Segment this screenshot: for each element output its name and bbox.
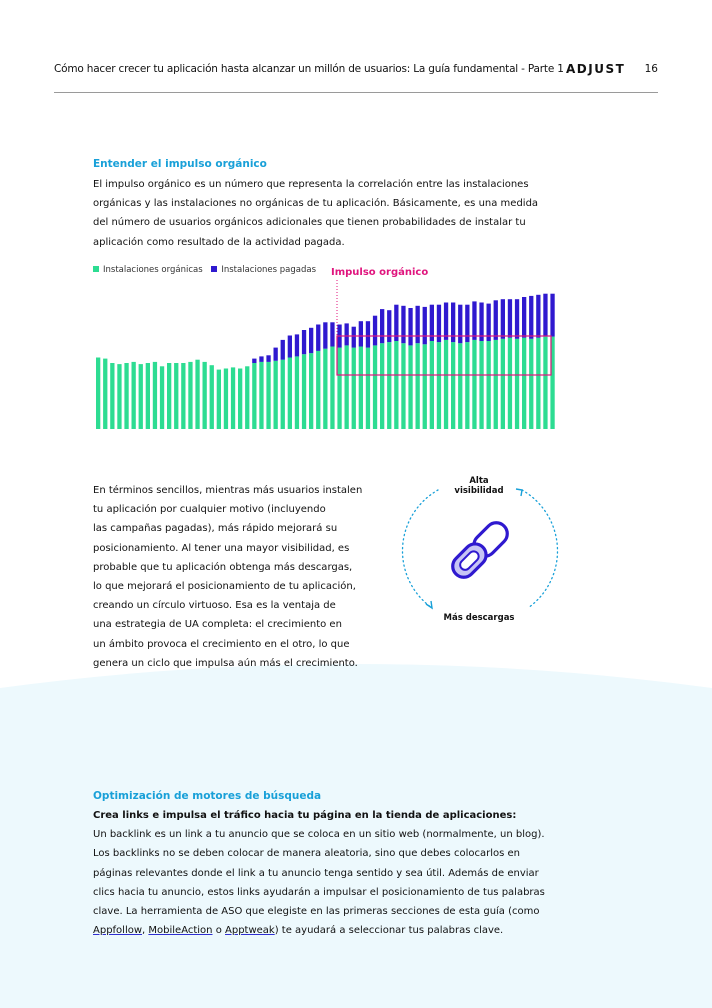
paragraph-line: Los backlinks no se deben colocar de manera aleatoria, sino que debes colocarlos en bbox=[93, 848, 520, 860]
bar-organic bbox=[515, 339, 519, 429]
bar-organic bbox=[444, 340, 448, 429]
adjust-logo: ADJUST bbox=[566, 62, 626, 76]
bar-organic bbox=[167, 363, 171, 429]
bar-paid bbox=[323, 322, 327, 348]
paragraph-line: aplicación como resultado de la actividad pagada. bbox=[93, 236, 345, 248]
bar-organic bbox=[423, 344, 427, 429]
bar-organic bbox=[337, 348, 341, 429]
bar-organic bbox=[529, 339, 533, 429]
link-separator: o bbox=[212, 925, 225, 937]
bar-paid bbox=[416, 306, 420, 343]
bar-organic bbox=[103, 359, 107, 429]
legend-item-paid bbox=[211, 265, 316, 275]
bar-organic bbox=[543, 337, 547, 429]
chain-link-icon bbox=[448, 518, 512, 582]
bar-organic bbox=[465, 342, 469, 429]
bar-organic bbox=[181, 363, 185, 429]
legend-swatch-paid bbox=[211, 266, 217, 272]
bar-organic bbox=[416, 343, 420, 429]
paragraph-line: tu aplicación por cualquier motivo (incluyendo bbox=[93, 504, 326, 516]
paragraph-line: lo que mejorará el posicionamiento de tu aplicación, bbox=[93, 581, 356, 593]
bar-paid bbox=[259, 356, 263, 362]
bar-organic bbox=[501, 339, 505, 429]
bar-paid bbox=[408, 308, 412, 345]
bar-organic bbox=[160, 366, 164, 429]
paragraph-last-line bbox=[93, 921, 545, 940]
bar-organic bbox=[203, 362, 207, 429]
paragraph-line: del número de usuarios orgánicos adicionales que tienen probabilidades de instalar tu bbox=[93, 217, 526, 229]
last-line-rest: ) te ayudará a seleccionar tus palabras clave. bbox=[274, 925, 504, 937]
bar-organic bbox=[494, 340, 498, 429]
bar-organic bbox=[217, 370, 221, 429]
chart-legend bbox=[93, 265, 322, 279]
bar-organic bbox=[323, 349, 327, 429]
bar-organic bbox=[124, 363, 128, 429]
bar-organic bbox=[96, 358, 100, 430]
header-divider bbox=[54, 92, 658, 93]
bar-organic bbox=[345, 345, 349, 429]
bar-paid bbox=[458, 305, 462, 344]
paragraph-line: un ámbito provoca el crecimiento en el otro, lo que bbox=[93, 638, 350, 650]
bar-organic bbox=[359, 347, 363, 430]
bar-organic bbox=[373, 345, 377, 429]
bar-organic bbox=[224, 369, 228, 430]
bar-organic bbox=[451, 342, 455, 429]
link-separator: , bbox=[142, 925, 149, 937]
bar-paid bbox=[487, 304, 491, 341]
bar-paid bbox=[536, 295, 540, 338]
cycle-label-line: Alta bbox=[469, 476, 489, 486]
bar-paid bbox=[330, 322, 334, 346]
bar-paid bbox=[501, 299, 505, 339]
paragraph-line: orgánicas y las instalaciones no orgánicas de tu aplicación. Básicamente, es una medida bbox=[93, 198, 539, 210]
bar-organic bbox=[352, 348, 356, 429]
bar-paid bbox=[387, 310, 391, 342]
bar-paid bbox=[550, 294, 554, 337]
bar-organic bbox=[536, 338, 540, 429]
bar-paid bbox=[529, 296, 533, 339]
bar-paid bbox=[373, 316, 377, 346]
bar-organic bbox=[295, 356, 299, 429]
mobileaction-link[interactable]: MobileAction bbox=[148, 925, 213, 937]
bar-paid bbox=[401, 306, 405, 343]
page-number: 16 bbox=[644, 63, 658, 75]
bar-paid bbox=[380, 309, 384, 343]
section-heading-seo: Optimización de motores de búsqueda bbox=[93, 790, 322, 802]
paragraph-line: Un backlink es un link a tu anuncio que se coloca en un sitio web (normalmente, un blog). bbox=[93, 829, 545, 841]
paragraph-line: clave. La herramienta de ASO que elegiste en las primeras secciones de esta guía (como bbox=[93, 906, 540, 918]
bar-organic bbox=[430, 341, 434, 429]
bar-paid bbox=[472, 301, 476, 340]
bar-organic bbox=[522, 338, 526, 429]
bar-organic bbox=[281, 360, 285, 429]
section-heading-organic-uplift: Entender el impulso orgánico bbox=[93, 158, 267, 170]
bar-organic bbox=[309, 353, 313, 429]
bar-organic bbox=[458, 343, 462, 429]
organic-uplift-chart bbox=[90, 262, 560, 434]
bar-paid bbox=[302, 330, 306, 354]
bar-organic bbox=[146, 363, 150, 429]
paragraph-line: posicionamiento. Al tener una mayor visibilidad, es bbox=[93, 542, 350, 554]
bar-organic bbox=[195, 360, 199, 429]
bar-paid bbox=[444, 303, 448, 340]
bar-organic bbox=[153, 362, 157, 429]
bar-organic bbox=[472, 340, 476, 429]
legend-label-paid: Instalaciones pagadas bbox=[221, 265, 317, 275]
bar-organic bbox=[188, 362, 192, 429]
bar-paid bbox=[366, 321, 370, 347]
bar-paid bbox=[479, 303, 483, 342]
bar-organic bbox=[245, 366, 249, 429]
bar-paid bbox=[288, 336, 292, 358]
bar-paid bbox=[515, 299, 519, 339]
bar-organic bbox=[437, 342, 441, 429]
cycle-label-high-visibility bbox=[440, 476, 518, 496]
bar-organic bbox=[266, 362, 270, 429]
bar-organic bbox=[508, 338, 512, 429]
virtuous-cycle-paragraph bbox=[93, 481, 362, 673]
bar-organic bbox=[117, 364, 121, 429]
paragraph-line: clics hacia tu anuncio, estos links ayudarán a impulsar el posicionamiento de tus palabras bbox=[93, 886, 545, 898]
bar-organic bbox=[302, 354, 306, 429]
bar-paid bbox=[345, 323, 349, 345]
bar-organic bbox=[288, 358, 292, 430]
bar-organic bbox=[252, 363, 256, 429]
bar-organic bbox=[366, 348, 370, 429]
bar-organic bbox=[479, 341, 483, 429]
bar-organic bbox=[132, 362, 136, 429]
page-header bbox=[54, 62, 658, 78]
bar-organic bbox=[274, 361, 278, 429]
bar-paid bbox=[266, 355, 270, 362]
bar-organic bbox=[380, 343, 384, 429]
bar-organic bbox=[330, 347, 334, 430]
bar-organic bbox=[394, 341, 398, 429]
bar-paid bbox=[543, 294, 547, 337]
bar-organic bbox=[139, 364, 143, 429]
bar-paid bbox=[508, 299, 512, 338]
bar-paid bbox=[359, 321, 363, 346]
bar-organic bbox=[487, 341, 491, 429]
bar-organic bbox=[174, 363, 178, 429]
paragraph-line: probable que tu aplicación obtenga más descargas, bbox=[93, 561, 353, 573]
bar-organic bbox=[259, 362, 263, 429]
bar-paid bbox=[295, 334, 299, 356]
paragraph-line: En términos sencillos, mientras más usuarios instalen bbox=[93, 485, 363, 496]
bar-organic bbox=[387, 342, 391, 429]
appfollow-link[interactable]: Appfollow bbox=[93, 925, 143, 937]
paragraph-line: páginas relevantes donde el link a tu anuncio tenga sentido y sea útil. Además de enviar bbox=[93, 867, 539, 879]
bar-organic bbox=[231, 367, 235, 429]
seo-bold-intro: Crea links e impulsa el tráfico hacia tu página en la tienda de aplicaciones: bbox=[93, 810, 517, 821]
legend-swatch-organic bbox=[93, 266, 99, 272]
seo-paragraph bbox=[93, 806, 545, 940]
bar-paid bbox=[274, 348, 278, 361]
legend-item-organic bbox=[93, 265, 203, 275]
bar-paid bbox=[316, 325, 320, 351]
paragraph-line: El impulso orgánico es un número que representa la correlación entre las instalaciones bbox=[93, 179, 529, 190]
organic-uplift-paragraph bbox=[93, 175, 538, 252]
paragraph-line: las campañas pagadas), más rápido mejorará su bbox=[93, 523, 338, 535]
bar-organic bbox=[408, 345, 412, 429]
header-title: Cómo hacer crecer tu aplicación hasta alcanzar un millón de usuarios: La guía fundamental - Parte 1 bbox=[54, 63, 564, 75]
paragraph-line: genera un ciclo que impulsa aún más el crecimiento. bbox=[93, 657, 358, 669]
bar-organic bbox=[238, 369, 242, 430]
cycle-label-line: visibilidad bbox=[454, 486, 504, 496]
cycle-label-more-downloads: Más descargas bbox=[443, 613, 515, 623]
bar-organic bbox=[210, 365, 214, 429]
bar-paid bbox=[281, 340, 285, 360]
bar-paid bbox=[494, 300, 498, 340]
bar-paid bbox=[309, 328, 313, 353]
legend-label-organic: Instalaciones orgánicas bbox=[103, 265, 203, 275]
bar-paid bbox=[352, 327, 356, 348]
paragraph-line: una estrategia de UA completa: el crecimiento en bbox=[93, 619, 342, 631]
bar-organic bbox=[110, 363, 114, 429]
bar-paid bbox=[522, 297, 526, 338]
bar-organic bbox=[316, 351, 320, 429]
chart-annotation-label: Impulso orgánico bbox=[331, 267, 429, 278]
apptweak-link[interactable]: Apptweak bbox=[225, 925, 275, 937]
bar-organic bbox=[401, 343, 405, 429]
paragraph-line: creando un círculo virtuoso. Esa es la ventaja de bbox=[93, 600, 336, 612]
bar-paid bbox=[252, 359, 256, 363]
bar-paid bbox=[423, 307, 427, 344]
